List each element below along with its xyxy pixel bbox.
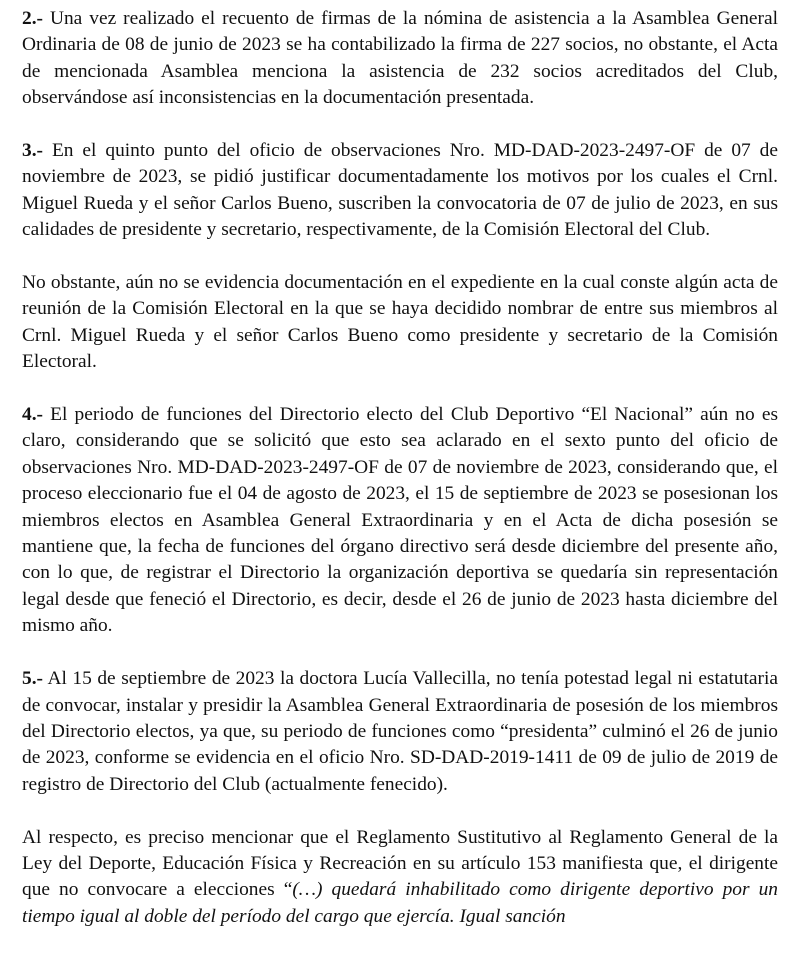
paragraph-number: 3.- <box>22 140 44 162</box>
paragraph-number: 4.- <box>22 404 44 426</box>
paragraph-text: En el quinto punto del oficio de observaciones Nro. MD-DAD-2023-2497-OF de 07 de noviembre de 2023, se pidió justificar documentadamente los motivos por los cuales el Crnl. Miguel Rueda y el señor Carlos Bueno, suscriben la convocatoria de 07 de julio de 2023, en sus calidades de presidente y secretario, respectivamente, de la Comisión Electoral del Club. <box>22 140 778 241</box>
paragraph-2 <box>22 6 778 112</box>
document-page <box>22 6 778 957</box>
paragraph-5 <box>22 666 778 798</box>
paragraph-4 <box>22 402 778 640</box>
paragraph-5-continuation <box>22 825 778 931</box>
paragraph-text: Al 15 de septiembre de 2023 la doctora Lucía Vallecilla, no tenía potestad legal ni estatutaria de convocar, instalar y presidir la Asamblea General Extraordinaria de posesión de los miembros del Directorio electos, ya que, su periodo de funciones como “presidenta” culminó el 26 de junio de 2023, conforme se evidencia en el oficio Nro. SD-DAD-2019-1411 de 09 de julio de 2019 de registro de Directorio del Club (actualmente fenecido). <box>22 668 778 795</box>
paragraph-number: 5.- <box>22 668 44 690</box>
quoted-italic-text: (…) quedará inhabilitado como dirigente deportivo por un tiempo igual al doble del período del cargo que ejercía. Igual sanción <box>22 879 778 927</box>
paragraph-3 <box>22 138 778 244</box>
paragraph-number: 2.- <box>22 8 44 29</box>
paragraph-text: Al respecto, es preciso mencionar que el Reglamento Sustitutivo al Reglamento General de la Ley del Deporte, Educación Física y Recreación en su artículo 153 manifiesta que, el dirigente que no convocare a elecciones “ <box>22 826 778 901</box>
paragraph-text: El periodo de funciones del Directorio electo del Club Deportivo “El Nacional” aún no es claro, considerando que se solicitó que esto sea aclarado en el sexto punto del oficio de observaciones Nro. MD-DAD-2023-2497-OF de 07 de noviembre de 2023, considerando que, el proceso eleccionario fue el 04 de agosto de 2023, el 15 de septiembre de 2023 se posesionan los miembros electos en Asamblea General Extraordinaria y en el Acta de dicha posesión se mantiene que, la fecha de funciones del órgano directivo será desde diciembre del presente año, con lo que, de registrar el Directorio la organización deportiva se quedaría sin representación legal desde que feneció el Directorio, es decir, desde el 26 de junio de 2023 hasta diciembre del mismo año. <box>22 404 778 637</box>
paragraph-text: No obstante, aún no se evidencia documentación en el expediente en la cual conste algún acta de reunión de la Comisión Electoral en la que se haya decidido nombrar de entre sus miembros al Crnl. Miguel Rueda y el señor Carlos Bueno como presidente y secretario de la Comisión Electoral. <box>22 272 778 373</box>
paragraph-text: Una vez realizado el recuento de firmas de la nómina de asistencia a la Asamblea General Ordinaria de 08 de junio de 2023 se ha contabilizado la firma de 227 socios, no obstante, el Acta de mencionada Asamblea menciona la asistencia de 232 socios acreditados del Club, observándose así inconsistencias en la documentación presentada. <box>22 8 778 109</box>
paragraph-3-continuation <box>22 270 778 376</box>
